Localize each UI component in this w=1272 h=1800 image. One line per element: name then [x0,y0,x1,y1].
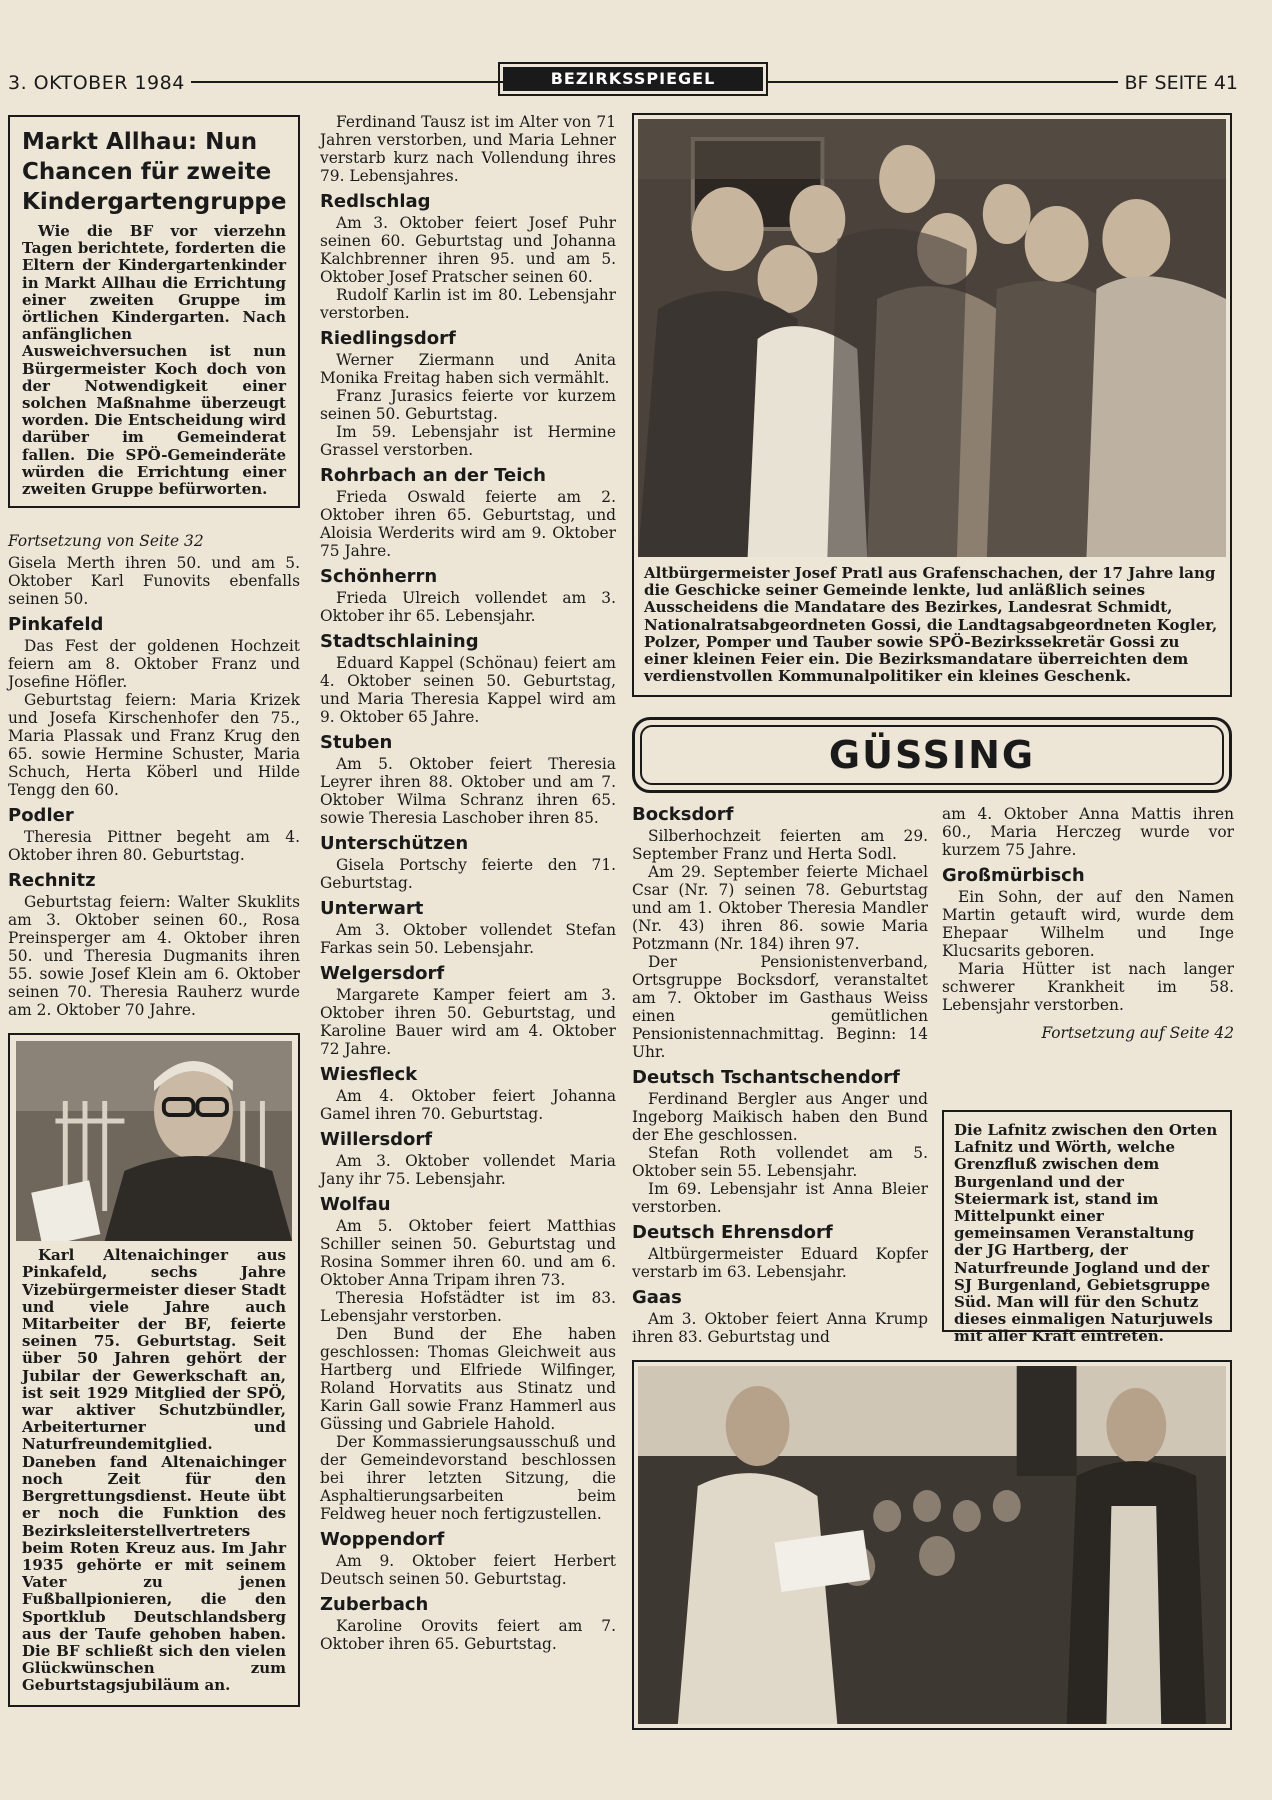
section-heading: Rohrbach an der Teich [320,465,546,486]
group-photo-box [632,113,1232,697]
paragraph: Frieda Oswald feierte am 2. Oktober ihren 65. Geburtstag, und Aloisia Werderits wird am 9. Oktober 75 Jahre. [320,488,616,560]
column-middle [320,113,616,1653]
section-heading: Pinkafeld [8,614,104,636]
paragraph: Der Kommassierungsausschuß und der Gemeindevorstand beschlossen bei ihrer letzten Sitzung, die Asphaltierungsarbeiten beim Feldweg heuer noch fertigzustellen. [320,1433,616,1523]
continued-note: Fortsetzung auf Seite 42 [1041,1024,1234,1042]
section-heading: Stuben [320,732,393,753]
group-photo-caption: Altbürgermeister Josef Pratl aus Grafenschachen, der 17 Jahre lang die Geschicke seiner Gemeinde lenkte, lud anläßlich seines Ausscheidens die Mandatare des Bezirkes, Landesrat Schmidt, Nationalratsabgeordneten Gossi, die Landtagsabgeordneten Kogler, Polzer, Pomper und Tauber sowie SPÖ-Bezirkssekretär Gossi zu einer kleinen Feier ein. Die Bezirksmandatare überreichten dem verdienstvollen Kommunalpolitiker ein kleines Geschenk. [644,564,1218,686]
news-section [320,733,616,827]
paragraph: Franz Jurasics feierte vor kurzem seinen 50. Geburtstag. [320,387,616,423]
section-masthead [498,62,768,96]
news-section [632,805,928,1061]
paragraph: Am 3. Oktober feiert Anna Krump ihren 83. Geburtstag und [632,1310,928,1346]
section-heading: Unterwart [320,898,424,919]
news-section [320,834,616,892]
paragraph: Altbürgermeister Eduard Kopfer verstarb im 63. Lebensjahr. [632,1245,928,1281]
news-section [632,1068,928,1216]
section-heading: Wiesfleck [320,1064,418,1085]
column-guessing-right [942,805,1234,1042]
news-section [320,1595,616,1653]
section-heading: Deutsch Ehrensdorf [632,1222,833,1243]
section-heading: Stadtschlaining [320,631,479,652]
news-section [942,866,1234,1014]
section-title: BEZIRKSSPIEGEL [503,67,763,91]
paragraph: Maria Hütter ist nach langer schwerer Krankheit im 58. Lebensjahr verstorben. [942,960,1234,1014]
paragraph: Geburtstag feiern: Maria Krizek und Josefa Kirschenhofer den 75., Maria Plassak und Franz Krug den 65. sowie Hermine Schuster, Maria Schuch, Herta Köberl und Hilde Tengg den 60. [8,691,300,800]
paragraph: Am 4. Oktober feiert Johanna Gamel ihren 70. Geburtstag. [320,1087,616,1123]
paragraph: Am 3. Oktober vollendet Maria Jany ihr 75. Lebensjahr. [320,1152,616,1188]
news-section [320,1530,616,1588]
issue-date: 3. OKTOBER 1984 [8,72,185,94]
paragraph: Am 5. Oktober feiert Theresia Leyrer ihren 88. Oktober und am 7. Oktober Wilma Schranz ihren 65. sowie Theresia Laschober ihren 85. [320,755,616,827]
lafnitz-caption-box [942,1110,1232,1346]
paragraph: Am 9. Oktober feiert Herbert Deutsch seinen 50. Geburtstag. [320,1552,616,1588]
paragraph: Ein Sohn, der auf den Namen Martin getauft wird, wurde dem Ehepaar Wilhelm und Inge Klucsarits geboren. [942,888,1234,960]
paragraph: Ferdinand Bergler aus Anger und Ingeborg Maikisch haben den Bund der Ehe geschlossen. [632,1090,928,1144]
paragraph: Am 29. September feierte Michael Csar (Nr. 7) seinen 78. Geburtstag und am 1. Oktober Theresia Mandler (Nr. 43) ihren 86. sowie Maria Potzmann (Nr. 184) ihren 97. [632,863,928,953]
paragraph: Stefan Roth vollendet am 5. Oktober sein 55. Lebensjahr. [632,1144,928,1180]
news-section [320,466,616,560]
paragraph: Der Pensionistenverband, Ortsgruppe Bocksdorf, veranstaltet am 7. Oktober im Gasthaus Weiss einen gemütlichen Pensionistennachmittag. Beginn: 14 Uhr. [632,953,928,1061]
paragraph: Theresia Hofstädter ist im 83. Lebensjahr verstorben. [320,1289,616,1325]
paragraph: Am 3. Oktober feiert Josef Puhr seinen 60. Geburtstag und Johanna Kalchbrenner ihren 95. und am 5. Oktober Josef Pratscher seinen 60. [320,214,616,286]
paragraph: Margarete Kamper feiert am 3. Oktober ihren 50. Geburtstag, und Karoline Bauer wird am 4. Oktober 72 Jahre. [320,986,616,1058]
section-heading: Rechnitz [8,870,96,892]
portrait-photo-box [8,1033,300,1706]
page-header [8,62,1238,102]
news-section [8,615,300,799]
portrait-caption: Karl Altenaichinger aus Pinkafeld, sechs Jahre Vizebürgermeister dieser Stadt und viele Jahre auch Mitarbeiter der BF, feierte seinen 75. Geburtstag. Seit über 50 Jahren gehört der Jubilar der Gewerkschaft an, ist seit 1929 Mitglied der SPÖ, war aktiver Schutzbündler, Arbeiterturner und Naturfreundemitglied. Daneben fand Altenaichinger noch Zeit für den Bergrettungsdienst. Heute übt er noch die Funktion des Bezirksleiterstellvertreters beim Roten Kreuz aus. Im Jahr 1935 gehörte er mit seinem Vater zu jenen Fußballpionieren, die den Sportklub Deutschlandsberg aus der Taufe gehoben haben. Die BF schließt sich den vielen Glückwünschen zum Geburtstagsjubiläum an. [22,1246,286,1695]
paragraph: Am 3. Oktober vollendet Stefan Farkas sein 50. Lebensjahr. [320,921,616,957]
lead-headline: Markt Allhau: Nun Chancen für zweite Kindergartengruppe [22,129,287,215]
paragraph: Ferdinand Tausz ist im Alter von 71 Jahren verstorben, und Maria Lehner verstarb kurz nach Vollendung ihres 79. Lebensjahres. [320,113,616,185]
section-heading: Podler [8,805,74,827]
page-number: BF SEITE 41 [1124,72,1238,94]
paragraph: Geburtstag feiern: Walter Skuklits am 3. Oktober seinen 60., Rosa Preinsperger am 4. Oktober ihren 50. und Theresia Dugmanits ihren 55. sowie Josef Klein am 6. Oktober seinen 70. Theresia Rauherz wurde am 2. Oktober 70 Jahre. [8,893,300,1020]
paragraph: Gisela Portschy feierte den 71. Geburtstag. [320,856,616,892]
news-section [320,899,616,957]
paragraph: Karoline Orovits feiert am 7. Oktober ihren 65. Geburtstag. [320,1617,616,1653]
section-heading: Riedlingsdorf [320,328,456,349]
section-heading: Redlschlag [320,191,431,212]
region-banner [632,717,1232,793]
column-left [8,115,300,1707]
section-heading: Großmürbisch [942,865,1085,886]
section-heading: Woppendorf [320,1529,445,1550]
paragraph: am 4. Oktober Anna Mattis ihren 60., Maria Herczeg wurde vor kurzem 75 Jahre. [942,805,1234,859]
meeting-photo-box [632,1360,1232,1730]
section-heading: Gaas [632,1287,682,1308]
lafnitz-caption: Die Lafnitz zwischen den Orten Lafnitz und Wörth, welche Grenzfluß zwischen dem Burgenland und der Steiermark ist, stand im Mittelpunkt einer gemeinsamen Veranstaltung der JG Hartberg, der Naturfreunde Jogland und der SJ Burgenland, Gebietsgruppe Süd. Man will für den Schutz dieses einmaligen Naturjuwels mit aller Kraft eintreten. [954,1121,1218,1346]
paragraph: Frieda Ulreich vollendet am 3. Oktober ihr 65. Lebensjahr. [320,589,616,625]
paragraph: Silberhochzeit feierten am 29. September Franz und Herta Sodl. [632,827,928,863]
paragraph: Theresia Pittner begeht am 4. Oktober ihren 80. Geburtstag. [8,828,300,865]
section-heading: Schönherrn [320,566,438,587]
group-photo [638,119,1226,557]
lead-body: Wie die BF vor vierzehn Tagen berichtete, forderten die Eltern der Kindergartenkinder in Markt Allhau die Errichtung einer zweiten Gruppe im örtlichen Kindergarten. Nach anfänglichen Ausweichversuchen ist nun Bürgermeister Koch doch von der Notwendigkeit einer solchen Maßnahme überzeugt worden. Die Entscheidung wird darüber im Gemeinderat fallen. Die SPÖ-Gemeinderäte würden die Errichtung einer zweiten Gruppe befürworten. [22,222,286,499]
news-section [320,329,616,459]
column-guessing-left [632,805,928,1346]
paragraph: Den Bund der Ehe haben geschlossen: Thomas Gleichweit aus Hartberg und Elfriede Wilfinger, Roland Horvatits aus Stinatz und Karin Gall sowie Franz Hammerl aus Güssing und Gabriele Hahold. [320,1325,616,1433]
section-heading: Wolfau [320,1194,391,1215]
meeting-photo [638,1366,1226,1724]
paragraph: Im 59. Lebensjahr ist Hermine Grassel verstorben. [320,423,616,459]
news-section [8,806,300,864]
section-heading: Bocksdorf [632,804,734,825]
section-heading: Unterschützen [320,833,469,854]
paragraph: Das Fest der goldenen Hochzeit feiern am 8. Oktober Franz und Josefine Höfler. [8,637,300,692]
news-section [632,1288,928,1346]
section-heading: Welgersdorf [320,963,445,984]
paragraph: Im 69. Lebensjahr ist Anna Bleier verstorben. [632,1180,928,1216]
section-heading: Deutsch Tschantschendorf [632,1067,900,1088]
paragraph: Gisela Merth ihren 50. und am 5. Oktober Karl Funovits ebenfalls seinen 50. [8,554,300,609]
section-heading: Willersdorf [320,1129,433,1150]
paragraph: Am 5. Oktober feiert Matthias Schiller seinen 50. Geburtstag und Rosina Sommer ihren 60. und am 6. Oktober Anna Tripam ihren 73. [320,1217,616,1289]
news-section [320,192,616,322]
news-section [320,567,616,625]
lead-article [8,115,300,508]
portrait-photo [16,1041,292,1241]
section-heading: Zuberbach [320,1594,429,1615]
news-section [8,871,300,1019]
news-section [632,1223,928,1281]
paragraph: Werner Ziermann und Anita Monika Freitag haben sich vermählt. [320,351,616,387]
paragraph: Eduard Kappel (Schönau) feiert am 4. Oktober seinen 50. Geburtstag, und Maria Theresia Kappel wird am 9. Oktober 65 Jahre. [320,654,616,726]
news-section [320,1130,616,1188]
continued-note: Fortsetzung von Seite 32 [8,532,204,551]
region-title: GÜSSING [640,725,1224,785]
header-rule [191,81,503,83]
news-section [320,632,616,726]
header-rule [768,81,1118,83]
news-section [320,1195,616,1523]
news-section [320,964,616,1058]
news-section [320,1065,616,1123]
paragraph: Rudolf Karlin ist im 80. Lebensjahr verstorben. [320,286,616,322]
